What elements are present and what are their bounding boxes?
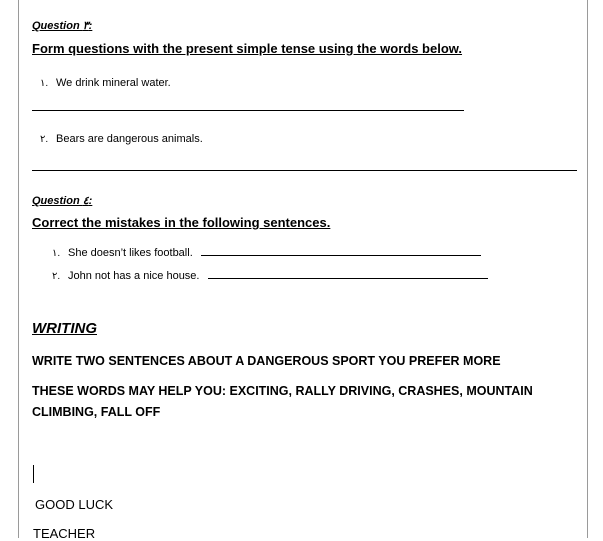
writing-hint-line-2: CLIMBING, FALL OFF xyxy=(32,405,161,419)
answer-blank xyxy=(201,245,481,256)
answer-blank xyxy=(208,268,488,279)
writing-hint-line-1: THESE WORDS MAY HELP YOU: EXCITING, RALLY DRIVING, CRASHES, MOUNTAIN xyxy=(32,384,533,398)
item-text: She doesn’t likes football. xyxy=(68,247,193,259)
question-4-item-2 xyxy=(52,268,488,282)
item-text: We drink mineral water. xyxy=(56,77,171,89)
writing-title: WRITING xyxy=(32,320,97,337)
question-3-heading: Question ٣: xyxy=(32,20,93,32)
item-text: John not has a nice house. xyxy=(68,270,200,282)
question-3-item-1 xyxy=(40,77,171,89)
question-4-item-1 xyxy=(52,245,481,259)
question-4-instruction: Correct the mistakes in the following sentences. xyxy=(32,215,331,230)
item-number: ٢. xyxy=(40,134,49,145)
item-number: ٢. xyxy=(52,271,61,282)
text-cursor xyxy=(33,465,34,483)
item-number: ١. xyxy=(40,78,49,89)
item-number: ١. xyxy=(52,248,61,259)
teacher-text: TEACHER xyxy=(33,526,96,541)
answer-line xyxy=(32,170,577,171)
question-3-item-2 xyxy=(40,133,203,145)
question-3-instruction: Form questions with the present simple tense using the words below. xyxy=(32,41,463,56)
good-luck-text: GOOD LUCK xyxy=(35,497,114,512)
item-text: Bears are dangerous animals. xyxy=(56,133,203,145)
answer-line xyxy=(32,110,464,111)
question-4-heading: Question ٤: xyxy=(32,195,93,207)
writing-task: WRITE TWO SENTENCES ABOUT A DANGEROUS SPORT YOU PREFER MORE xyxy=(32,354,501,368)
